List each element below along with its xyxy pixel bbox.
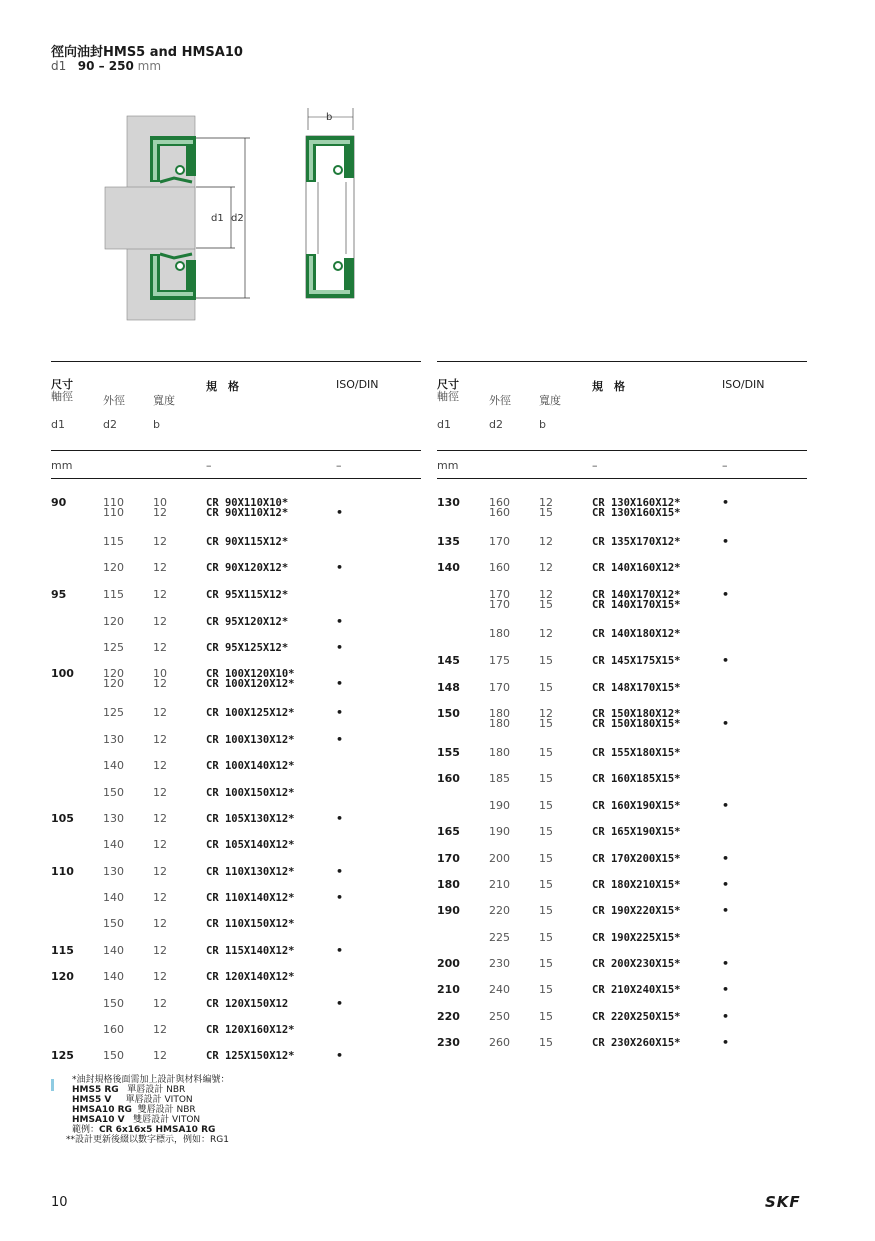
- cell-iso: •: [336, 1049, 344, 1062]
- cell-d2: 230: [489, 957, 510, 970]
- cell-b: 15: [539, 957, 553, 970]
- col-outer: 外徑: [489, 394, 511, 407]
- cell-d2: 160 160: [489, 496, 510, 519]
- sym-b: b: [539, 418, 546, 431]
- cell-d1: 230: [437, 1036, 460, 1049]
- cell-spec: CR 90X120X12*: [206, 562, 289, 574]
- cell-b: 12: [153, 733, 167, 746]
- cell-b: 10 12: [153, 496, 167, 519]
- sym-d1: d1: [51, 418, 65, 431]
- cell-b: 12: [539, 561, 553, 574]
- subtitle-unit: mm: [137, 59, 162, 73]
- cell-iso: •: [336, 997, 344, 1010]
- unit-label: mm: [437, 459, 459, 472]
- cell-d2: 220: [489, 904, 510, 917]
- skf-logo: SKF: [765, 1193, 801, 1211]
- cell-d2: 130: [103, 812, 124, 825]
- cell-d1: 115: [51, 944, 74, 957]
- cell-d2: 200: [489, 852, 510, 865]
- cell-d2: 115: [103, 588, 124, 601]
- cell-spec: CR 115X140X12*: [206, 945, 295, 957]
- cell-spec: CR 200X230X15*: [592, 958, 681, 970]
- cell-spec: CR 150X180X12* CR 150X180X15*: [592, 708, 681, 730]
- cell-d2: 120: [103, 615, 124, 628]
- cell-d2: 180: [489, 627, 510, 640]
- subtitle-label: d1: [51, 59, 67, 73]
- sym-d1: d1: [437, 418, 451, 431]
- cell-b: 15: [539, 904, 553, 917]
- cell-d2: 240: [489, 983, 510, 996]
- cell-d1: 148: [437, 681, 460, 694]
- cell-spec: CR 120X140X12*: [206, 971, 295, 983]
- cell-d1: 155: [437, 746, 460, 759]
- cell-d2: 170: [489, 681, 510, 694]
- cell-d2: 160: [103, 1023, 124, 1036]
- cell-d1: 170: [437, 852, 460, 865]
- cell-b: 12: [153, 812, 167, 825]
- cell-spec: CR 100X140X12*: [206, 760, 295, 772]
- cell-iso: •: [336, 561, 344, 574]
- cell-d1: 200: [437, 957, 460, 970]
- cell-d2: 110 110: [103, 496, 124, 519]
- cell-spec: CR 160X185X15*: [592, 773, 681, 785]
- col-width: 寬度: [153, 394, 175, 407]
- size-table-right: [437, 361, 807, 1049]
- cell-iso: •: [336, 706, 344, 719]
- cell-spec: CR 140X180X12*: [592, 628, 681, 640]
- cell-spec: CR 180X210X15*: [592, 879, 681, 891]
- cell-spec: CR 100X150X12*: [206, 787, 295, 799]
- cell-b: 12: [153, 535, 167, 548]
- col-size: 尺寸: [437, 378, 459, 391]
- cell-d1: 160: [437, 772, 460, 785]
- iso-dash: –: [336, 459, 342, 472]
- cell-d1: 150: [437, 707, 460, 720]
- cell-b: 12: [153, 615, 167, 628]
- table-header: [437, 362, 807, 450]
- cell-spec: CR 100X125X12*: [206, 707, 295, 719]
- cell-b: 12: [153, 970, 167, 983]
- size-table-left: [51, 361, 421, 1062]
- cell-d1: 180: [437, 878, 460, 891]
- col-width: 寬度: [539, 394, 561, 407]
- cell-d2: 150: [103, 786, 124, 799]
- cell-spec: CR 155X180X15*: [592, 747, 681, 759]
- spec-dash: –: [206, 459, 212, 472]
- cell-spec: CR 220X250X15*: [592, 1011, 681, 1023]
- cell-d2: 175: [489, 654, 510, 667]
- cell-d1: 140: [437, 561, 460, 574]
- cell-b: 12: [153, 1023, 167, 1036]
- cell-spec: CR 120X160X12*: [206, 1024, 295, 1036]
- footnote-line: HMS5 RG 單唇設計 NBR: [72, 1085, 186, 1095]
- col-outer: 外徑: [103, 394, 125, 407]
- cell-b: 12 15: [539, 588, 553, 611]
- cell-iso: •: [336, 812, 344, 825]
- cell-d2: 140: [103, 891, 124, 904]
- cell-spec: CR 95X115X12*: [206, 589, 289, 601]
- table-header: [51, 362, 421, 450]
- cell-d2: 130: [103, 865, 124, 878]
- cell-d2: 210: [489, 878, 510, 891]
- cell-iso: •: [722, 799, 730, 812]
- cell-iso: •: [336, 865, 344, 878]
- cell-spec: CR 110X150X12*: [206, 918, 295, 930]
- cell-d2: 160: [489, 561, 510, 574]
- sym-b: b: [153, 418, 160, 431]
- cell-d1: 190: [437, 904, 460, 917]
- label-b: b: [326, 112, 333, 123]
- cell-d2: 140: [103, 970, 124, 983]
- unit-row: [51, 451, 421, 478]
- cell-d2: 120 120: [103, 667, 124, 690]
- seal-side-view: [306, 108, 354, 298]
- cell-d2: 190: [489, 799, 510, 812]
- spec-dash: –: [592, 459, 598, 472]
- cell-d2: 115: [103, 535, 124, 548]
- cell-iso: •: [722, 983, 730, 996]
- col-shaft: 軸徑: [51, 390, 73, 403]
- cell-spec: CR 105X130X12*: [206, 813, 295, 825]
- cell-spec: CR 160X190X15*: [592, 800, 681, 812]
- cell-iso: •: [722, 852, 730, 865]
- footnote-line: HMS5 V 單唇設計 VITON: [72, 1095, 193, 1105]
- seal-drawing: [100, 100, 380, 325]
- cell-d2: 140: [103, 838, 124, 851]
- cell-b: 12: [153, 561, 167, 574]
- cell-spec: CR 105X140X12*: [206, 839, 295, 851]
- cell-spec: CR 210X240X15*: [592, 984, 681, 996]
- footnote-note2: **設計更新後綴以數字標示，例如：RG1: [66, 1135, 229, 1145]
- cell-b: 15: [539, 931, 553, 944]
- cell-b: 15: [539, 1036, 553, 1049]
- label-d2: d2: [231, 213, 244, 224]
- cell-spec: CR 95X125X12*: [206, 642, 289, 654]
- cell-d1: 220: [437, 1010, 460, 1023]
- col-spec: 規 格: [592, 380, 625, 393]
- cell-d2: 180: [489, 746, 510, 759]
- cell-iso: •: [722, 496, 730, 509]
- cell-spec: CR 90X115X12*: [206, 536, 289, 548]
- label-d1: d1: [211, 213, 224, 224]
- cell-spec: CR 165X190X15*: [592, 826, 681, 838]
- cell-spec: CR 230X260X15*: [592, 1037, 681, 1049]
- cell-spec: CR 190X220X15*: [592, 905, 681, 917]
- cell-b: 15: [539, 852, 553, 865]
- unit-label: mm: [51, 459, 73, 472]
- cell-d1: 165: [437, 825, 460, 838]
- cell-b: 12: [539, 535, 553, 548]
- footnote-line: HMSA10 V 雙唇設計 VITON: [72, 1115, 201, 1125]
- cell-d2: 260: [489, 1036, 510, 1049]
- page-number: 10: [51, 1195, 68, 1210]
- cell-b: 15: [539, 825, 553, 838]
- col-spec: 規 格: [206, 380, 239, 393]
- cell-d2: 140: [103, 759, 124, 772]
- cell-b: 12: [153, 1049, 167, 1062]
- cell-b: 12 15: [539, 496, 553, 519]
- col-iso: ISO/DIN: [336, 378, 379, 391]
- cell-spec: CR 110X140X12*: [206, 892, 295, 904]
- cell-spec: CR 135X170X12*: [592, 536, 681, 548]
- cell-iso: •: [722, 957, 730, 970]
- shaft-block: [105, 187, 195, 249]
- cell-spec: CR 130X160X12* CR 130X160X15*: [592, 497, 681, 519]
- cell-iso: •: [722, 1036, 730, 1049]
- cell-d1: 120: [51, 970, 74, 983]
- page-title: 徑向油封HMS5 and HMSA10: [51, 45, 243, 60]
- cell-b: 15: [539, 772, 553, 785]
- footnote-example: 範例：CR 6x16x5 HMSA10 RG: [72, 1125, 216, 1135]
- cell-iso: •: [722, 588, 730, 601]
- cell-iso: •: [722, 717, 730, 730]
- cell-d2: 150: [103, 917, 124, 930]
- cell-d1: 100: [51, 667, 74, 680]
- cell-d2: 130: [103, 733, 124, 746]
- cell-spec: CR 100X120X10* CR 100X120X12*: [206, 668, 295, 690]
- cell-d2: 170: [489, 535, 510, 548]
- cell-d2: 185: [489, 772, 510, 785]
- col-size: 尺寸: [51, 378, 73, 391]
- cell-d2: 170 170: [489, 588, 510, 611]
- cell-b: 12: [539, 627, 553, 640]
- footnote-line: HMSA10 RG 雙唇設計 NBR: [72, 1105, 196, 1115]
- col-iso: ISO/DIN: [722, 378, 765, 391]
- cell-d1: 95: [51, 588, 67, 601]
- cell-spec: CR 170X200X15*: [592, 853, 681, 865]
- col-shaft: 軸徑: [437, 390, 459, 403]
- cell-iso: •: [722, 904, 730, 917]
- cell-d2: 190: [489, 825, 510, 838]
- cell-b: 15: [539, 799, 553, 812]
- cell-d2: 140: [103, 944, 124, 957]
- cell-d1: 135: [437, 535, 460, 548]
- cell-d2: 125: [103, 706, 124, 719]
- cell-d2: 150: [103, 997, 124, 1010]
- cell-b: 12 15: [539, 707, 553, 730]
- cell-b: 12: [153, 917, 167, 930]
- cell-d1: 105: [51, 812, 74, 825]
- cell-iso: •: [722, 1010, 730, 1023]
- cell-b: 12: [153, 838, 167, 851]
- cell-spec: CR 90X110X10* CR 90X110X12*: [206, 497, 289, 519]
- cell-b: 12: [153, 641, 167, 654]
- cell-b: 15: [539, 878, 553, 891]
- cell-spec: CR 120X150X12: [206, 998, 289, 1010]
- cell-spec: CR 125X150X12*: [206, 1050, 295, 1062]
- cell-b: 12: [153, 706, 167, 719]
- cell-d1: 145: [437, 654, 460, 667]
- cell-b: 15: [539, 681, 553, 694]
- cell-b: 15: [539, 1010, 553, 1023]
- cell-iso: •: [336, 677, 344, 690]
- cell-d2: 125: [103, 641, 124, 654]
- cell-d1: 125: [51, 1049, 74, 1062]
- sym-d2: d2: [103, 418, 117, 431]
- cell-b: 15: [539, 746, 553, 759]
- unit-row: [437, 451, 807, 478]
- footnote-intro: *油封規格後面需加上設計與材料編號：: [72, 1075, 230, 1085]
- cell-d2: 120: [103, 561, 124, 574]
- cell-iso: •: [722, 535, 730, 548]
- cell-d2: 225: [489, 931, 510, 944]
- cell-spec: CR 100X130X12*: [206, 734, 295, 746]
- cell-iso: •: [722, 878, 730, 891]
- cell-spec: CR 140X170X12* CR 140X170X15*: [592, 589, 681, 611]
- cell-d1: 110: [51, 865, 74, 878]
- cell-d1: 90: [51, 496, 67, 509]
- cell-d1: 130: [437, 496, 460, 509]
- cell-spec: CR 145X175X15*: [592, 655, 681, 667]
- cell-iso: •: [336, 944, 344, 957]
- cell-iso: •: [336, 615, 344, 628]
- cell-b: 12: [153, 786, 167, 799]
- cell-b: 12: [153, 588, 167, 601]
- page-subtitle: [51, 59, 161, 73]
- subtitle-range: 90 – 250: [77, 59, 134, 73]
- cell-b: 15: [539, 654, 553, 667]
- cell-b: 12: [153, 759, 167, 772]
- cell-iso: •: [336, 891, 344, 904]
- cell-spec: CR 95X120X12*: [206, 616, 289, 628]
- cell-spec: CR 190X225X15*: [592, 932, 681, 944]
- cell-iso: •: [336, 641, 344, 654]
- cell-b: 12: [153, 891, 167, 904]
- cell-spec: CR 140X160X12*: [592, 562, 681, 574]
- cell-b: 12: [153, 997, 167, 1010]
- cell-d2: 180 180: [489, 707, 510, 730]
- cell-b: 10 12: [153, 667, 167, 690]
- cell-spec: CR 148X170X15*: [592, 682, 681, 694]
- cell-d2: 150: [103, 1049, 124, 1062]
- cell-iso: •: [722, 654, 730, 667]
- cell-d1: 210: [437, 983, 460, 996]
- cell-b: 12: [153, 865, 167, 878]
- cell-b: 12: [153, 944, 167, 957]
- cell-iso: •: [336, 733, 344, 746]
- sym-d2: d2: [489, 418, 503, 431]
- cell-spec: CR 110X130X12*: [206, 866, 295, 878]
- cell-b: 15: [539, 983, 553, 996]
- cell-d2: 250: [489, 1010, 510, 1023]
- iso-dash: –: [722, 459, 728, 472]
- footnote: [66, 1075, 230, 1145]
- cell-iso: •: [336, 506, 344, 519]
- footnote-accent-bar: [51, 1079, 54, 1091]
